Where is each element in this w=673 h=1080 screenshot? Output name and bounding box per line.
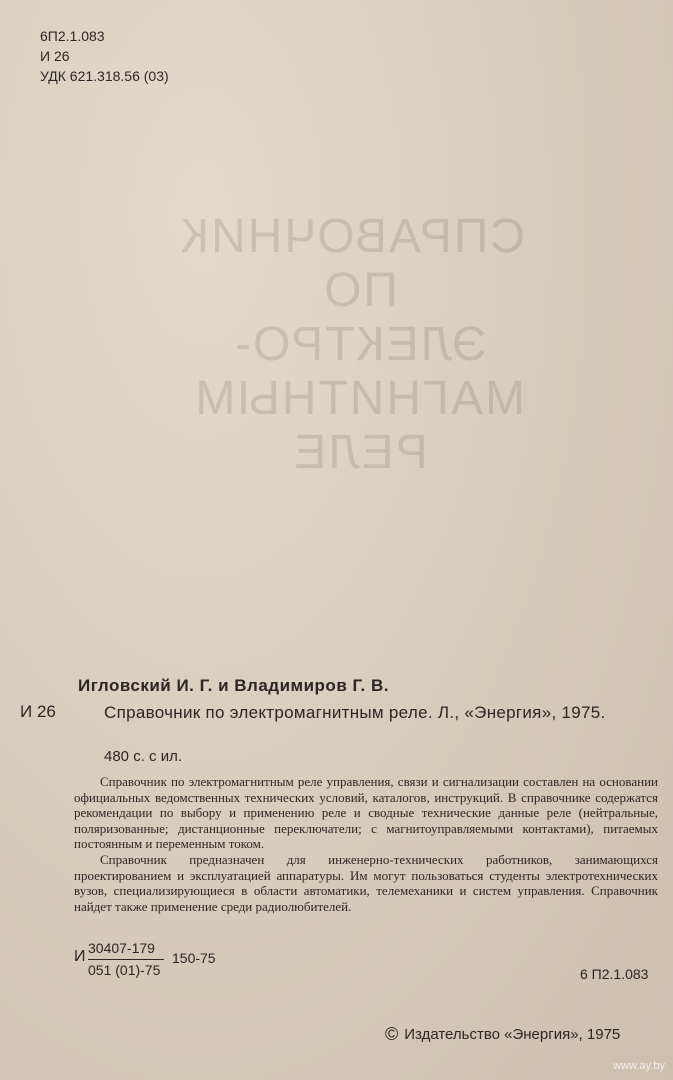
bleed-through-title	[179, 210, 525, 480]
header-codes	[40, 26, 169, 86]
authors: Игловский И. Г. и Владимиров Г. В.	[78, 676, 389, 695]
fraction-bar	[88, 959, 164, 960]
bleed-line: МАГНИТНЫМ	[193, 372, 525, 425]
author-code: И 26	[40, 48, 70, 64]
watermark: www.ay.by	[613, 1060, 665, 1072]
udc-code: УДК 621.318.56 (03)	[40, 68, 169, 84]
price-code-numerator: 30407-179	[88, 940, 155, 956]
bleed-line: ПО ЭЛЕКТРО-	[233, 264, 487, 371]
record-title: Справочник по электромагнитным реле. Л., «Энергия», 1975.	[104, 703, 606, 722]
classification-code: 6П2.1.083	[40, 28, 105, 44]
price-code-denominator: 051 (01)-75	[88, 962, 161, 978]
price-code-letter: И	[74, 948, 86, 965]
copyright-icon: ©	[385, 1024, 399, 1044]
bleed-line: РЕЛЕ	[292, 426, 428, 479]
page-count: 480 с. с ил.	[104, 748, 182, 765]
price-code-suffix: 150-75	[172, 950, 216, 966]
bleed-line: СПРАВОЧНИК	[179, 210, 525, 263]
copyright-line	[385, 1024, 620, 1045]
bottom-classification-code: 6 П2.1.083	[580, 966, 649, 982]
abstract	[74, 774, 658, 914]
record-class-code: И 26	[20, 702, 56, 721]
abstract-paragraph: Справочник предназначен для инженерно-технических работников, занимающихся проектированием и эксплуатацией аппаратуры. Им могут пользоваться студенты электротехнических вузов, специализирующиеся в области автоматики, телемеханики и систем управления. Справочник найдет также применение среди радиолюбителей.	[74, 851, 658, 914]
copyright-text: Издательство «Энергия», 1975	[404, 1026, 621, 1043]
abstract-paragraph: Справочник по электромагнитным реле управления, связи и сигнализации составлен на основании официальных ведомственных технических условий, каталогов, инструкций. В справочнике содержатся рекомендации по выбору и применению реле и сводные технические данные реле (нейтральные, поляризованные; дистанционные переключатели; с магнитоуправляемыми контактами), питаемых постоянным и переменным током.	[74, 774, 658, 852]
